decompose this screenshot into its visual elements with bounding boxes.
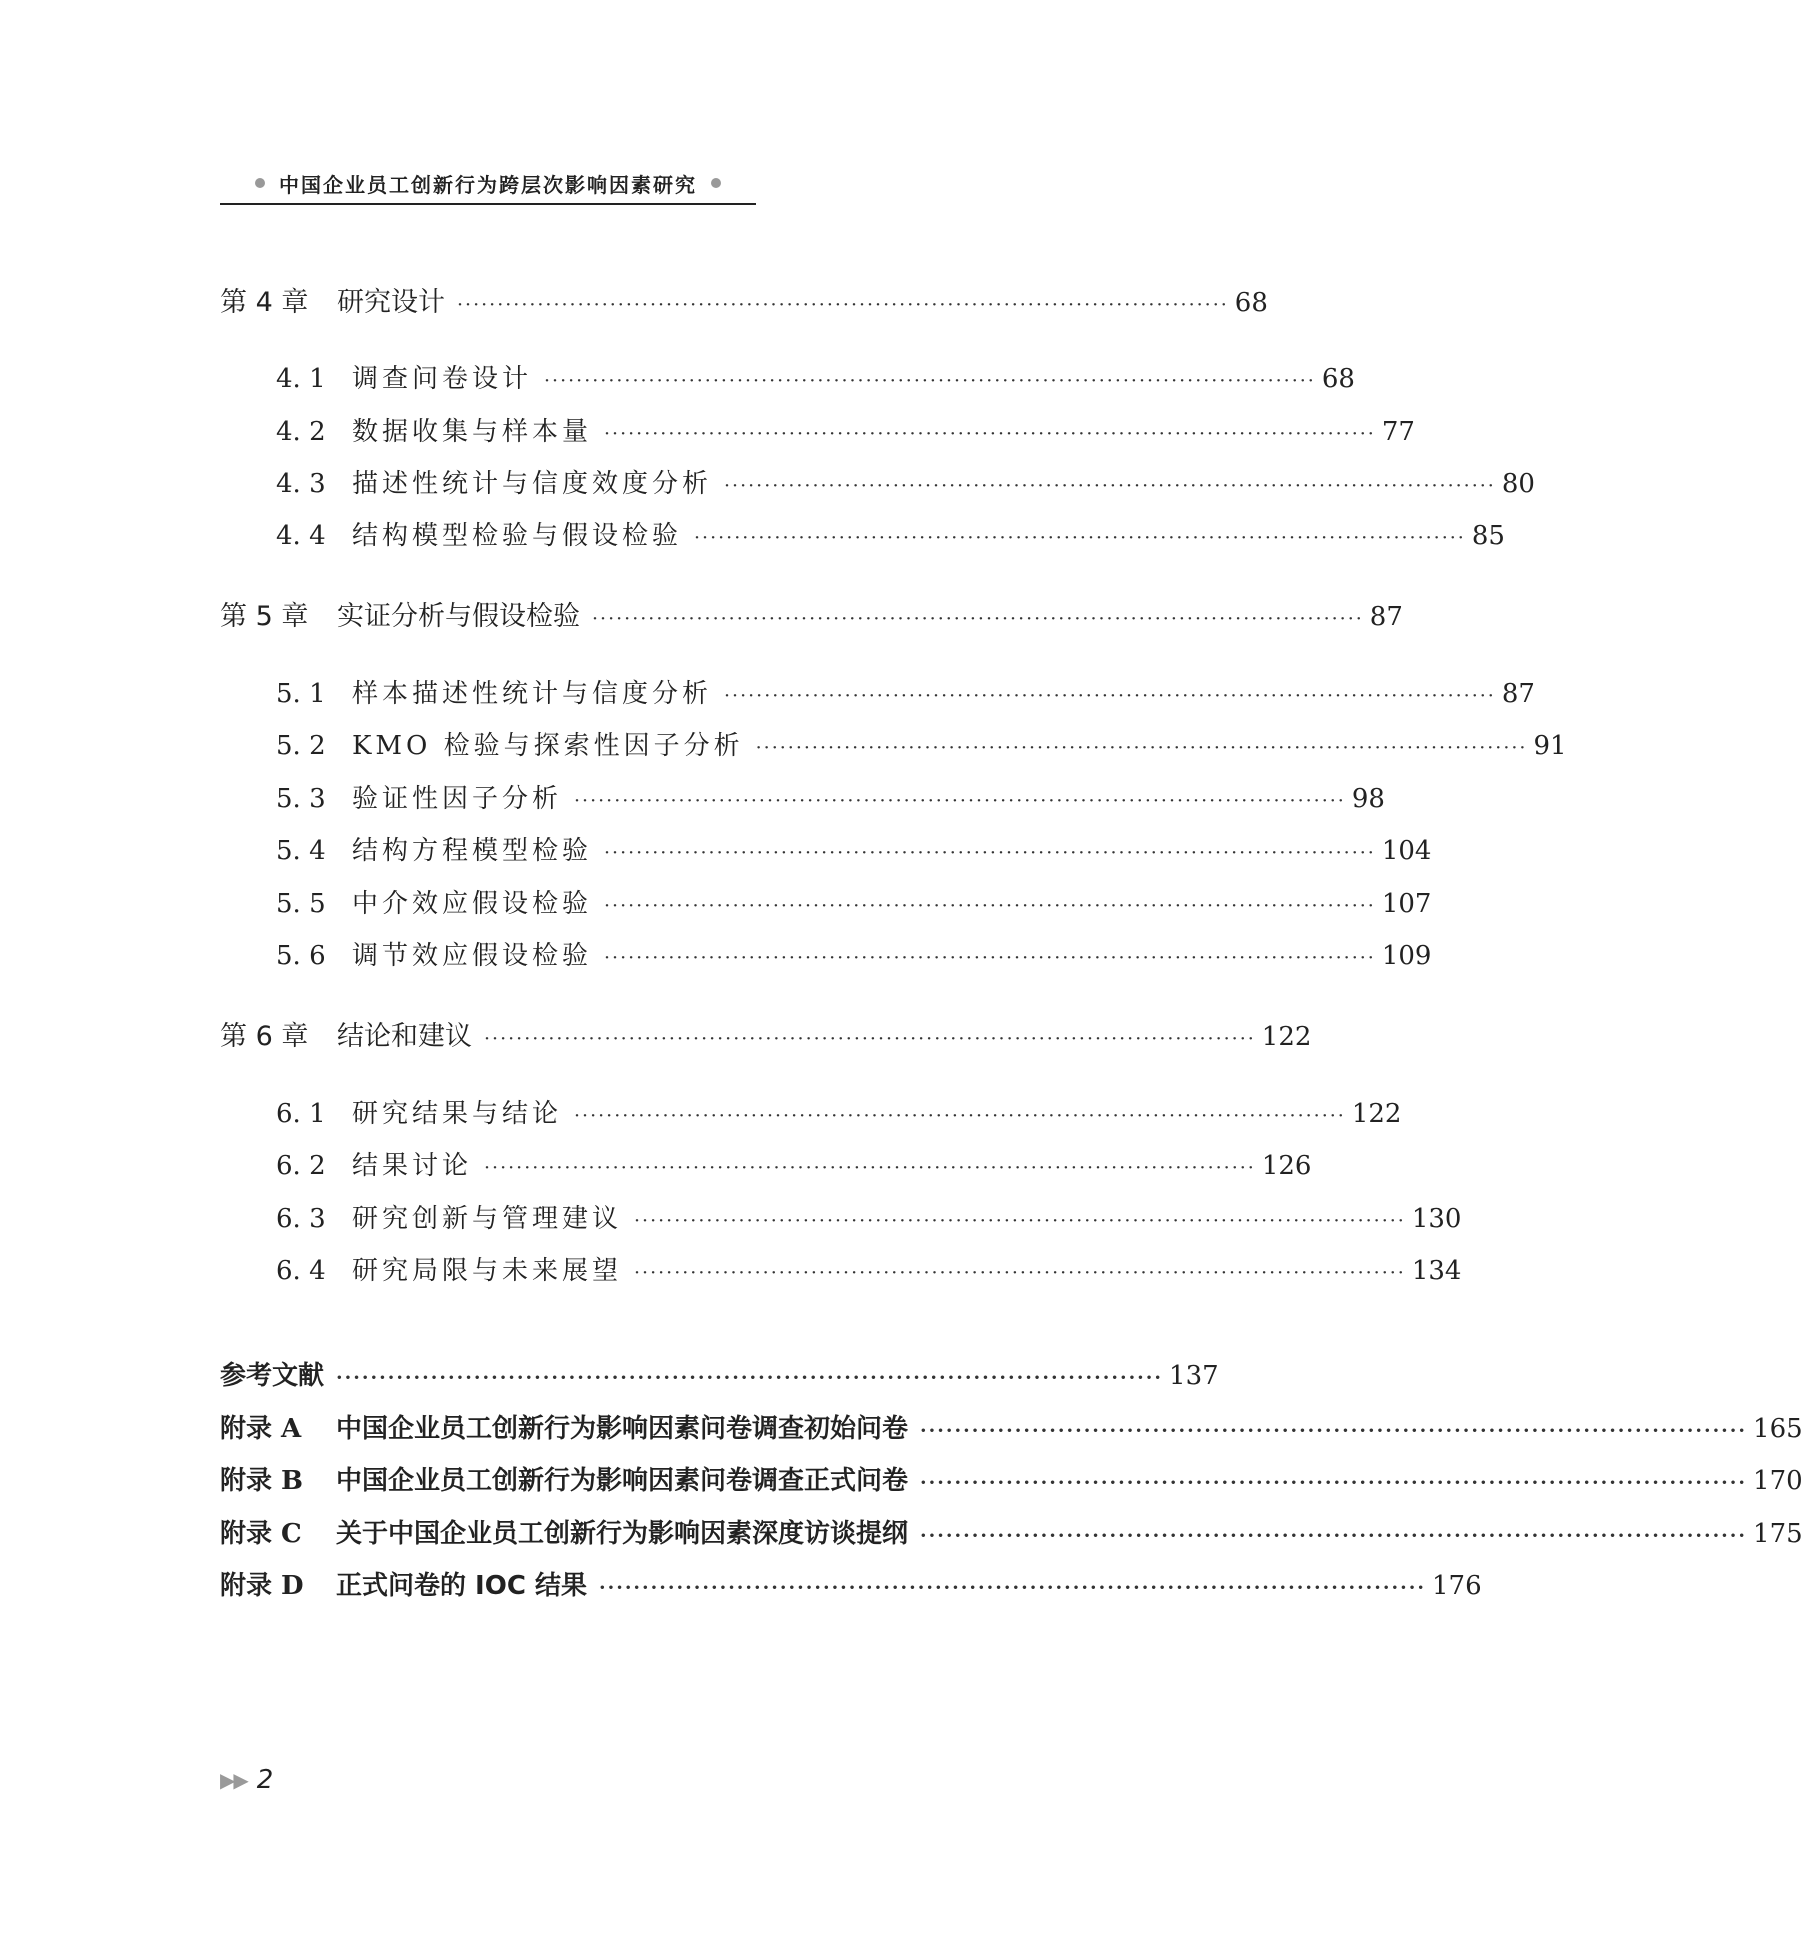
dot-leader: ································································································ <box>604 895 1376 917</box>
section-title: 研究结果与结论 <box>352 1099 563 1129</box>
dot-leader: ································································································ <box>604 947 1376 969</box>
page-number: 80 <box>1501 469 1535 499</box>
section-title: 研究创新与管理建议 <box>352 1204 623 1234</box>
dot-leader: ································································································ <box>574 1105 1346 1127</box>
appendix-label: 附录 B <box>220 1466 304 1496</box>
appendix-label: 附录 C <box>220 1519 302 1549</box>
page-number: 77 <box>1381 417 1415 447</box>
dot-leader: ································································································ <box>920 1472 1748 1494</box>
section-number: 5. 1 <box>276 679 326 709</box>
appendix-label: 附录 A <box>220 1414 302 1444</box>
toc-section-6-4[interactable] <box>0 1250 1462 1292</box>
chapter-title: 研究设计 <box>337 287 445 318</box>
section-title: 结果讨论 <box>352 1151 473 1181</box>
toc-appendix-a[interactable] <box>0 1408 1803 1450</box>
toc-chapter-5[interactable] <box>0 594 1403 636</box>
toc-section-4-3[interactable] <box>0 463 1535 505</box>
dot-leader: ································································································ <box>457 294 1229 316</box>
dot-leader: ································································································ <box>724 475 1496 497</box>
toc-chapter-6[interactable] <box>0 1014 1386 1056</box>
footer-page-number: 2 <box>256 1765 274 1795</box>
page-number: 109 <box>1381 941 1432 971</box>
dot-leader: ································································································ <box>634 1262 1406 1284</box>
dot-leader: ································································································ <box>592 608 1364 630</box>
section-number: 6. 4 <box>276 1256 326 1286</box>
page-number: 170 <box>1753 1466 1803 1496</box>
appendix-title: 中国企业员工创新行为影响因素问卷调查正式问卷 <box>336 1466 909 1496</box>
section-number: 5. 3 <box>276 784 326 814</box>
toc-section-5-6[interactable] <box>0 935 1432 977</box>
dot-leader: ································································································ <box>604 423 1376 445</box>
toc-references[interactable] <box>0 1355 1386 1397</box>
toc-appendix-d[interactable] <box>0 1565 1482 1607</box>
toc-section-4-4[interactable] <box>0 515 1505 557</box>
section-title: KMO 检验与探索性因子分析 <box>352 731 744 761</box>
section-title: 数据收集与样本量 <box>352 417 593 447</box>
references-title: 参考文献 <box>220 1361 325 1391</box>
section-number: 6. 2 <box>276 1151 326 1181</box>
section-number: 5. 5 <box>276 889 326 919</box>
page-number: 98 <box>1351 784 1385 814</box>
toc-section-6-2[interactable] <box>0 1145 1386 1187</box>
double-arrow-icon: ▶▶ <box>220 1768 247 1792</box>
section-title: 中介效应假设检验 <box>352 889 593 919</box>
dot-leader: ································································································ <box>920 1525 1748 1547</box>
dot-leader: ································································································ <box>634 1210 1406 1232</box>
section-number: 5. 6 <box>276 941 326 971</box>
dot-leader: ································································································ <box>544 370 1316 392</box>
dot-leader: ································································································ <box>598 1577 1426 1599</box>
dot-leader: ································································································ <box>574 790 1346 812</box>
page-number: 91 <box>1533 731 1567 761</box>
chapter-number: 第 5 章 <box>220 601 309 632</box>
section-number: 4. 3 <box>276 469 326 499</box>
page-footer <box>220 1765 273 1795</box>
section-number: 5. 2 <box>276 731 326 761</box>
section-title: 验证性因子分析 <box>352 784 563 814</box>
page-number: 134 <box>1411 1256 1462 1286</box>
section-number: 6. 1 <box>276 1099 326 1129</box>
toc-section-5-2[interactable] <box>0 725 1567 767</box>
section-number: 4. 4 <box>276 521 326 551</box>
dot-leader: ································································································ <box>484 1028 1256 1050</box>
dot-leader: ································································································ <box>755 737 1528 759</box>
header-rule <box>220 203 756 205</box>
toc-section-6-1[interactable] <box>0 1093 1402 1135</box>
section-title: 描述性统计与信度效度分析 <box>352 469 713 499</box>
dot-leader: ································································································ <box>484 1157 1256 1179</box>
toc-chapter-4[interactable] <box>0 280 1386 322</box>
section-title: 调查问卷设计 <box>352 364 533 394</box>
header-right-dot <box>711 178 721 188</box>
page-number: 175 <box>1753 1519 1803 1549</box>
page-number: 87 <box>1501 679 1535 709</box>
section-title: 研究局限与未来展望 <box>352 1256 623 1286</box>
page-number: 137 <box>1169 1361 1219 1391</box>
toc-section-5-3[interactable] <box>0 778 1386 820</box>
section-title: 样本描述性统计与信度分析 <box>352 679 713 709</box>
running-header-title: 中国企业员工创新行为跨层次影响因素研究 <box>279 172 697 197</box>
toc-section-6-3[interactable] <box>0 1198 1462 1240</box>
section-number: 4. 2 <box>276 417 326 447</box>
page-number: 126 <box>1261 1151 1312 1181</box>
toc-section-5-1[interactable] <box>0 673 1535 715</box>
section-title: 结构模型检验与假设检验 <box>352 521 683 551</box>
toc-appendix-b[interactable] <box>0 1460 1803 1502</box>
page-number: 85 <box>1471 521 1505 551</box>
running-header <box>220 168 756 198</box>
page-number: 122 <box>1351 1099 1402 1129</box>
page-number: 104 <box>1381 836 1432 866</box>
appendix-title: 关于中国企业员工创新行为影响因素深度访谈提纲 <box>336 1519 909 1549</box>
toc-section-5-5[interactable] <box>0 883 1432 925</box>
page-number: 122 <box>1261 1022 1312 1052</box>
dot-leader: ································································································ <box>724 685 1496 707</box>
section-title: 结构方程模型检验 <box>352 836 593 866</box>
dot-leader: ································································································ <box>920 1420 1748 1442</box>
toc-section-4-2[interactable] <box>0 411 1415 453</box>
header-left-dot <box>255 178 265 188</box>
section-number: 6. 3 <box>276 1204 326 1234</box>
appendix-title: 正式问卷的 IOC 结果 <box>336 1571 587 1601</box>
section-title: 调节效应假设检验 <box>352 941 593 971</box>
page-number: 68 <box>1321 364 1355 394</box>
page-number: 176 <box>1431 1571 1482 1601</box>
toc-section-4-1[interactable] <box>0 358 1386 400</box>
chapter-number: 第 6 章 <box>220 1021 309 1052</box>
page-number: 87 <box>1369 602 1403 632</box>
page-number: 165 <box>1753 1414 1803 1444</box>
section-number: 4. 1 <box>276 364 326 394</box>
dot-leader: ································································································ <box>336 1367 1164 1389</box>
page-number: 107 <box>1381 889 1432 919</box>
page-number: 68 <box>1234 288 1268 318</box>
appendix-title: 中国企业员工创新行为影响因素问卷调查初始问卷 <box>336 1414 909 1444</box>
toc-section-5-4[interactable] <box>0 830 1432 872</box>
appendix-label: 附录 D <box>220 1571 304 1601</box>
dot-leader: ································································································ <box>694 527 1466 549</box>
page-number: 130 <box>1411 1204 1462 1234</box>
chapter-number: 第 4 章 <box>220 287 309 318</box>
chapter-title: 实证分析与假设检验 <box>337 601 580 632</box>
chapter-title: 结论和建议 <box>337 1021 472 1052</box>
dot-leader: ································································································ <box>604 842 1376 864</box>
section-number: 5. 4 <box>276 836 326 866</box>
toc-appendix-c[interactable] <box>0 1513 1803 1555</box>
